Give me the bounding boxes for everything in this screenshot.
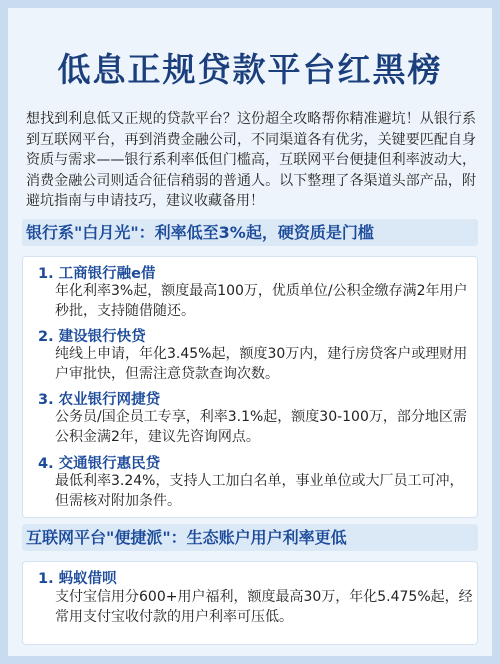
item-title-abc: 3. 农业银行网捷贷 (38, 392, 161, 408)
item-body-icbc: 年化利率3%起，额度最高100万，优质单位/公积金缴存满2年用户秒批，支持随借随还。 (55, 283, 468, 319)
item-body-jiebei: 支付宝信用分600+用户福利，额度最高30万，年化5.475%起，经常用支付宝收付款的用户利率可压低。 (55, 589, 473, 625)
page-title: 低息正规贷款平台红黑榜 (57, 50, 443, 89)
item-body-ccb: 纯线上申请，年化3.45%起，额度30万内，建行房贷客户或理财用户审批快，但需注意贷款查询次数。 (55, 346, 468, 382)
item-title-bocom: 4. 交通银行惠民贷 (38, 456, 161, 472)
item-title-jiebei: 1. 蚂蚁借呗 (38, 571, 117, 587)
section-heading-bank: 银行系"白月光"：利率低至3%起，硬资质是门槛 (26, 223, 374, 242)
item-title-icbc: 1. 工商银行融e借 (38, 266, 156, 282)
item-body-bocom: 最低利率3.24%，支持人工加白名单，事业单位或大厂员工可冲，但需核对附加条件。 (55, 473, 464, 509)
item-title-ccb: 2. 建设银行快贷 (38, 329, 146, 345)
item-body-abc: 公务员/国企员工专享，利率3.1%起，额度30-100万，部分地区需公积金满2年，建议先咨询网点。 (55, 409, 467, 445)
section-heading-internet: 互联网平台"便捷派"：生态账户用户利率更低 (26, 528, 347, 547)
intro-paragraph: 想找到利息低又正规的贷款平台？这份超全攻略帮你精准避坑！从银行系到互联网平台，再到消费金融公司，不同渠道各有优劣，关键要匹配自身资质与需求——银行系利率低但门槛高，互联网平台便捷但利率波动大，消费金融公司则适合征信稍弱的普通人。以下整理了各渠道头部产品，附避坑指南与申请技巧，建议收藏备用！ (26, 111, 476, 209)
